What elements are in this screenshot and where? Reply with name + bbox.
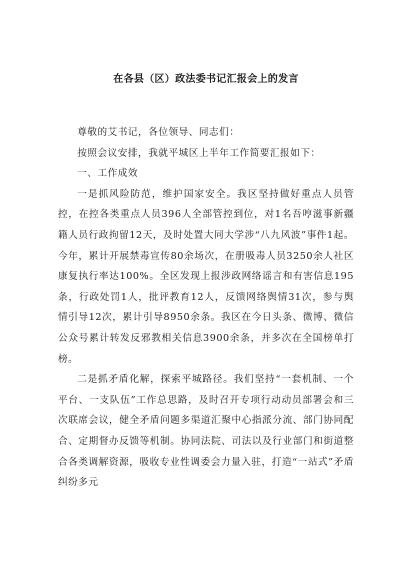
body-paragraph-2: 二是抓矛盾化解，探索平城路径。我们坚持“一套机制、一个平台、一支队伍”工作总思路，及时召开专项行动动员部署会和三次联席会议，健全矛盾问题多渠道汇聚中心指派分流、部门协同配合、定期督办反馈等机制。协同法院、司法以及行业部门和街道整合各类调解资源，吸收专业性调委会力量入驻，打造“一站式”矛盾纠纷多元: [58, 374, 354, 489]
body-paragraph-1: 一是抓风险防范，维护国家安全。我区坚持做好重点人员管控，在控各类重点人员396人全部管控到位，对1名吾哼滋事新疆籍人员行政拘留12天，及时处置大同大学涉“八九风波”事件1起。今年，累计开展禁毒宣传80余场次，在册吸毒人员3250余人社区康复执行率达100%。全区发现上报涉政网络谣言和有害信息195条，行政处罚1人，批评教育12人，反馈网络舆情31次，参与舆情引导12次，累计引导8950余条。我区在今日头条、微博、微信公众号累计转发反邪教相关信息3900余条，并多次在全国榜单打榜。: [58, 188, 354, 365]
salutation: 尊敬的艾书记，各位领导、同志们：: [77, 127, 240, 138]
intro-paragraph: 按照会议安排，我就平城区上半年工作简要汇报如下：: [77, 147, 321, 159]
section-heading: 一、工作成效: [77, 168, 139, 180]
document-title: 在各县（区）政法委书记汇报会上的发言: [113, 74, 299, 85]
